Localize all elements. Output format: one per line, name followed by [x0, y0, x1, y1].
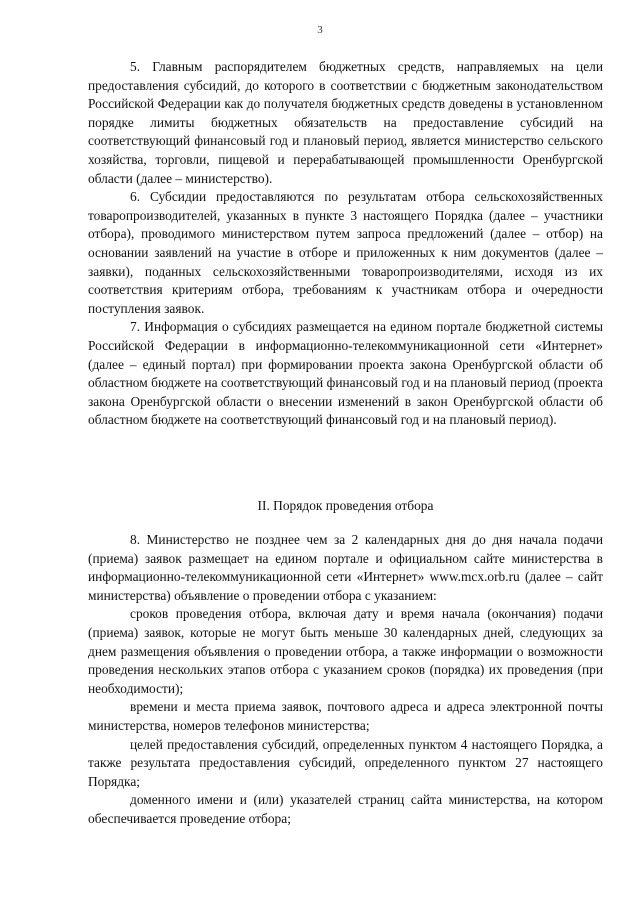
paragraph-5: 5. Главным распорядителем бюджетных средств, направляемых на цели предоставления субсидий, до которого в соответствии с бюджетным законодательством Российской Федерации как до получателя бюджетных средств доведены в установленном порядке лимиты бюджетных обязательств на предоставление субсидий на соответствующий финансовый год и плановый период, является министерство сельского хозяйства, торговли, пищевой и перерабатывающей промышленности Оренбургской области (далее – министерство). [88, 59, 603, 186]
body-text-bottom [88, 531, 603, 829]
paragraph-6: 6. Субсидии предоставляются по результатам отбора сельскохозяйственных товаропроизводителей, указанных в пункте 3 настоящего Порядка (далее – участники отбора), проводимого министерством путем запроса предложений (далее – отбор) на основании заявлений на участие в отборе и приложенных к ним документов (далее – заявки), поданных сельскохозяйственными товаропроизводителями, исходя из их соответствия критериям отбора, требованиям к участникам отбора и очередности поступления заявок. [88, 189, 603, 316]
list-item-domain: доменного имени и (или) указателей страниц сайта министерства, на котором обеспечивается проведение отбора; [88, 792, 603, 826]
paragraph-8: 8. Министерство не позднее чем за 2 календарных дня до дня начала подачи (приема) заявок размещает на едином портале и официальном сайте министерства в информационно-телекоммуникационной сети «Интернет» www.mcx.orb.ru (далее – сайт министерства) объявление о проведении отбора с указанием: [88, 532, 603, 603]
section-heading: II. Порядок проведения отбора [257, 498, 434, 513]
body-text-top [88, 58, 603, 430]
list-item-contacts: времени и места приема заявок, почтового адреса и адреса электронной почты министерства, номеров телефонов министерства; [88, 699, 603, 733]
page-number: 3 [317, 24, 323, 36]
paragraph-7: 7. Информация о субсидиях размещается на едином портале бюджетной системы Российской Федерации в информационно-телекоммуникационной сети «Интернет» (далее – единый портал) при формировании проекта закона Оренбургской области об областном бюджете на соответствующий финансовый год и на плановый период (проекта закона Оренбургской области о внесении изменений в закон Оренбургской области об областном бюджете на соответствующий финансовый год и на плановый период). [88, 319, 603, 428]
list-item-goals: целей предоставления субсидий, определенных пунктом 4 настоящего Порядка, а также результата предоставления субсидий, определенного пунктом 27 настоящего Порядка; [88, 736, 603, 789]
list-item-deadlines: сроков проведения отбора, включая дату и время начала (окончания) подачи (приема) заявок, которые не могут быть меньше 30 календарных дней, следующих за днем размещения объявления о проведении отбора, а также информации о возможности проведения нескольких этапов отбора с указанием сроков (порядка) их проведения (при необходимости); [88, 606, 603, 696]
